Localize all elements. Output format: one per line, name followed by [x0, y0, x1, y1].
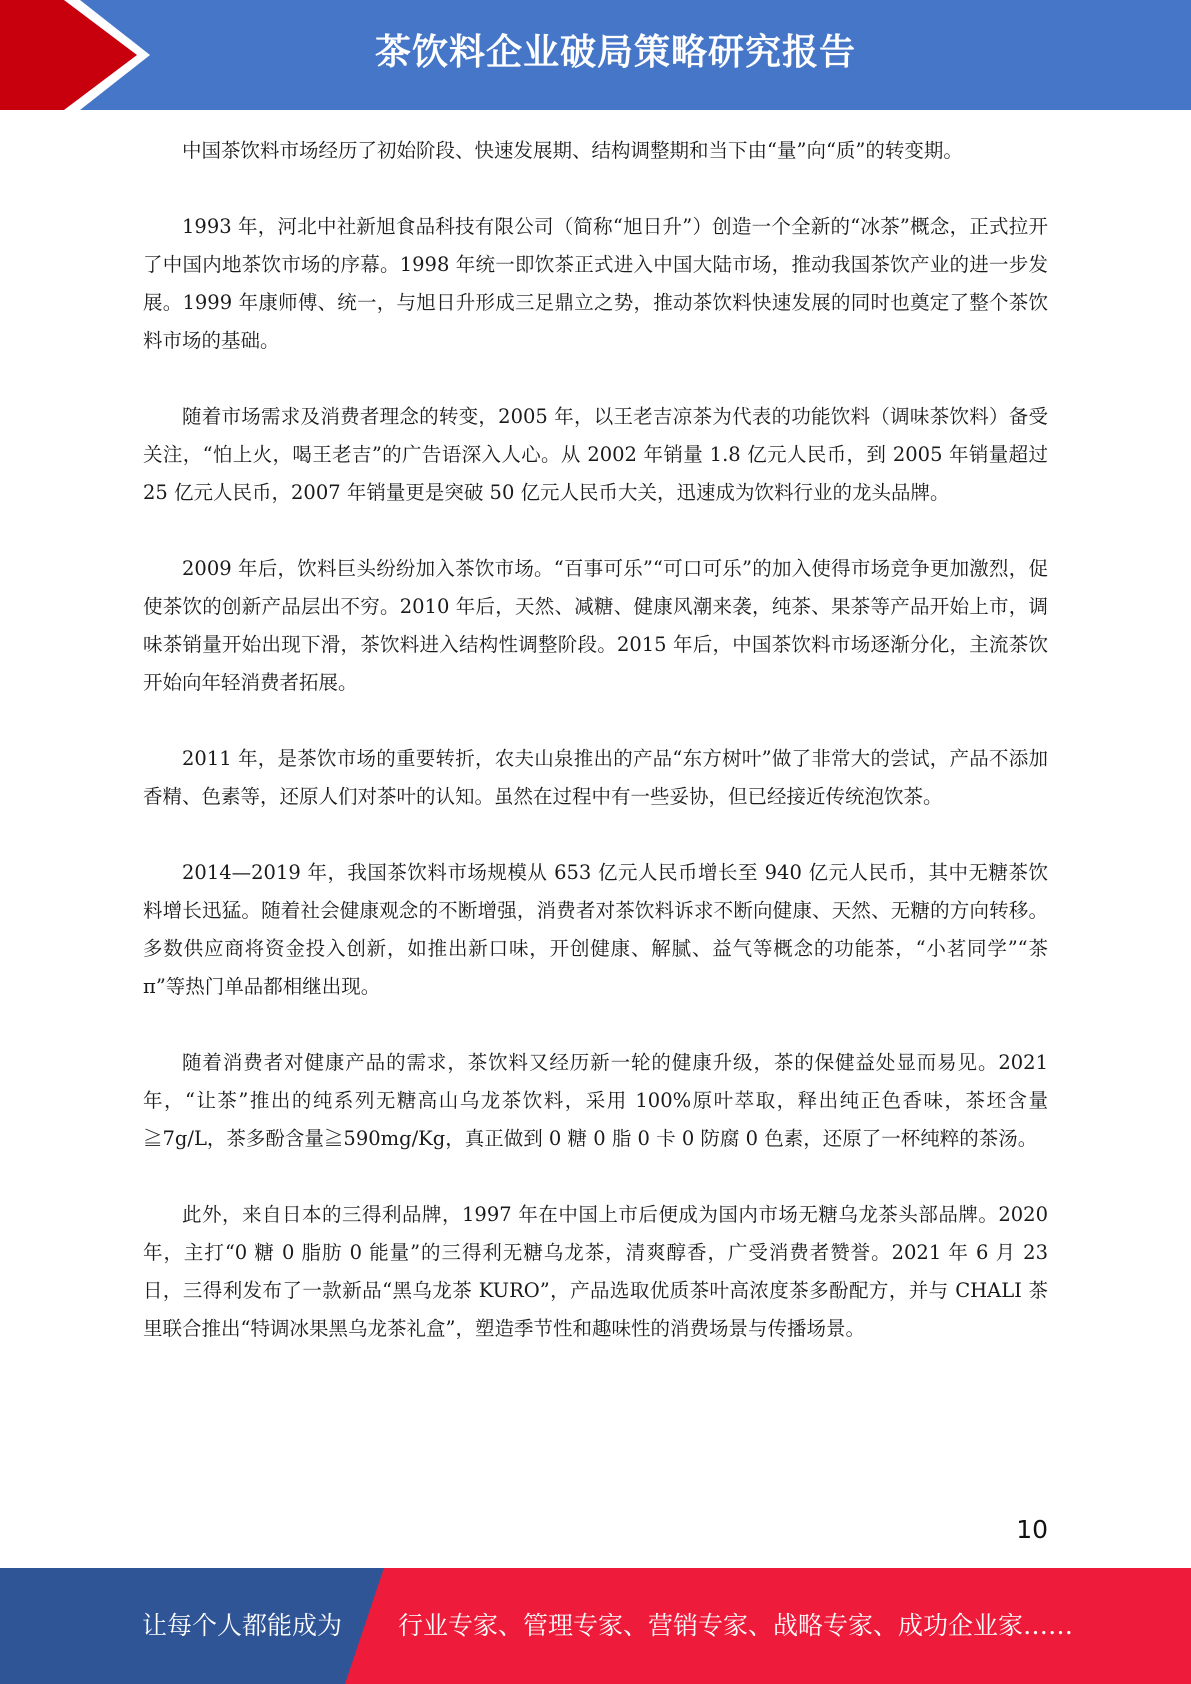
paragraph: 2014—2019 年，我国茶饮料市场规模从 653 亿元人民币增长至 940 亿元人民币，其中无糖茶饮料增长迅猛。随着社会健康观念的不断增强，消费者对茶饮料诉求不断向健康、天然、无糖的方向转移。多数供应商将资金投入创新，如推出新口味，开创健康、解腻、益气等概念的功能茶，“小茗同学”“茶π”等热门单品都相继出现。	[143, 861, 1048, 998]
paragraph: 2009 年后，饮料巨头纷纷加入茶饮市场。“百事可乐”“可口可乐”的加入使得市场竞争更加激烈，促使茶饮的创新产品层出不穷。2010 年后，天然、减糖、健康风潮来袭，纯茶、果茶等产品开始上市，调味茶销量开始出现下滑，茶饮料进入结构性调整阶段。2015 年后，中国茶饮料市场逐渐分化，主流茶饮开始向年轻消费者拓展。	[143, 557, 1048, 694]
paragraph: 中国茶饮料市场经历了初始阶段、快速发展期、结构调整期和当下由“量”向“质”的转变期。	[182, 139, 963, 162]
paragraph: 1993 年，河北中社新旭食品科技有限公司（简称“旭日升”）创造一个全新的“冰茶”概念，正式拉开了中国内地茶饮市场的序幕。1998 年统一即饮茶正式进入中国大陆市场，推动我国茶饮产业的进一步发展。1999 年康师傅、统一，与旭日升形成三足鼎立之势，推动茶饮料快速发展的同时也奠定了整个茶饮料市场的基础。	[143, 215, 1048, 352]
page-footer	[0, 1568, 1191, 1684]
report-title: 茶饮料企业破局策略研究报告	[374, 32, 856, 73]
paragraph: 此外，来自日本的三得利品牌，1997 年在中国上市后便成为国内市场无糖乌龙茶头部品牌。2020 年，主打“0 糖 0 脂肪 0 能量”的三得利无糖乌龙茶，清爽醇香，广受消费者赞誉。2021 年 6 月 23 日，三得利发布了一款新品“黑乌龙茶 KURO”，产品选取优质茶叶高浓度茶多酚配方，并与 CHALI 茶里联合推出“特调冰果黑乌龙茶礼盒”，塑造季节性和趣味性的消费场景与传播场景。	[143, 1203, 1048, 1340]
footer-slogan-right: 行业专家、管理专家、营销专家、战略专家、成功企业家……	[398, 1611, 1074, 1640]
footer-slogan-left: 让每个人都能成为	[142, 1611, 343, 1640]
page-number: 10	[1016, 1515, 1048, 1544]
page-header	[0, 0, 1191, 110]
body-text	[143, 132, 1048, 1386]
paragraph: 随着市场需求及消费者理念的转变，2005 年，以王老吉凉茶为代表的功能饮料（调味茶饮料）备受关注，“怕上火，喝王老吉”的广告语深入人心。从 2002 年销量 1.8 亿元人民币，到 2005 年销量超过 25 亿元人民币，2007 年销量更是突破 50 亿元人民币大关，迅速成为饮料行业的龙头品牌。	[143, 405, 1048, 504]
paragraph: 随着消费者对健康产品的需求，茶饮料又经历新一轮的健康升级，茶的保健益处显而易见。2021 年，“让茶”推出的纯系列无糖高山乌龙茶饮料，采用 100%原叶萃取，释出纯正色香味，茶坯含量≧7g/L，茶多酚含量≧590mg/Kg，真正做到 0 糖 0 脂 0 卡 0 防腐 0 色素，还原了一杯纯粹的茶汤。	[143, 1051, 1048, 1150]
paragraph: 2011 年，是茶饮市场的重要转折，农夫山泉推出的产品“东方树叶”做了非常大的尝试，产品不添加香精、色素等，还原人们对茶叶的认知。虽然在过程中有一些妥协，但已经接近传统泡饮茶。	[143, 747, 1048, 808]
